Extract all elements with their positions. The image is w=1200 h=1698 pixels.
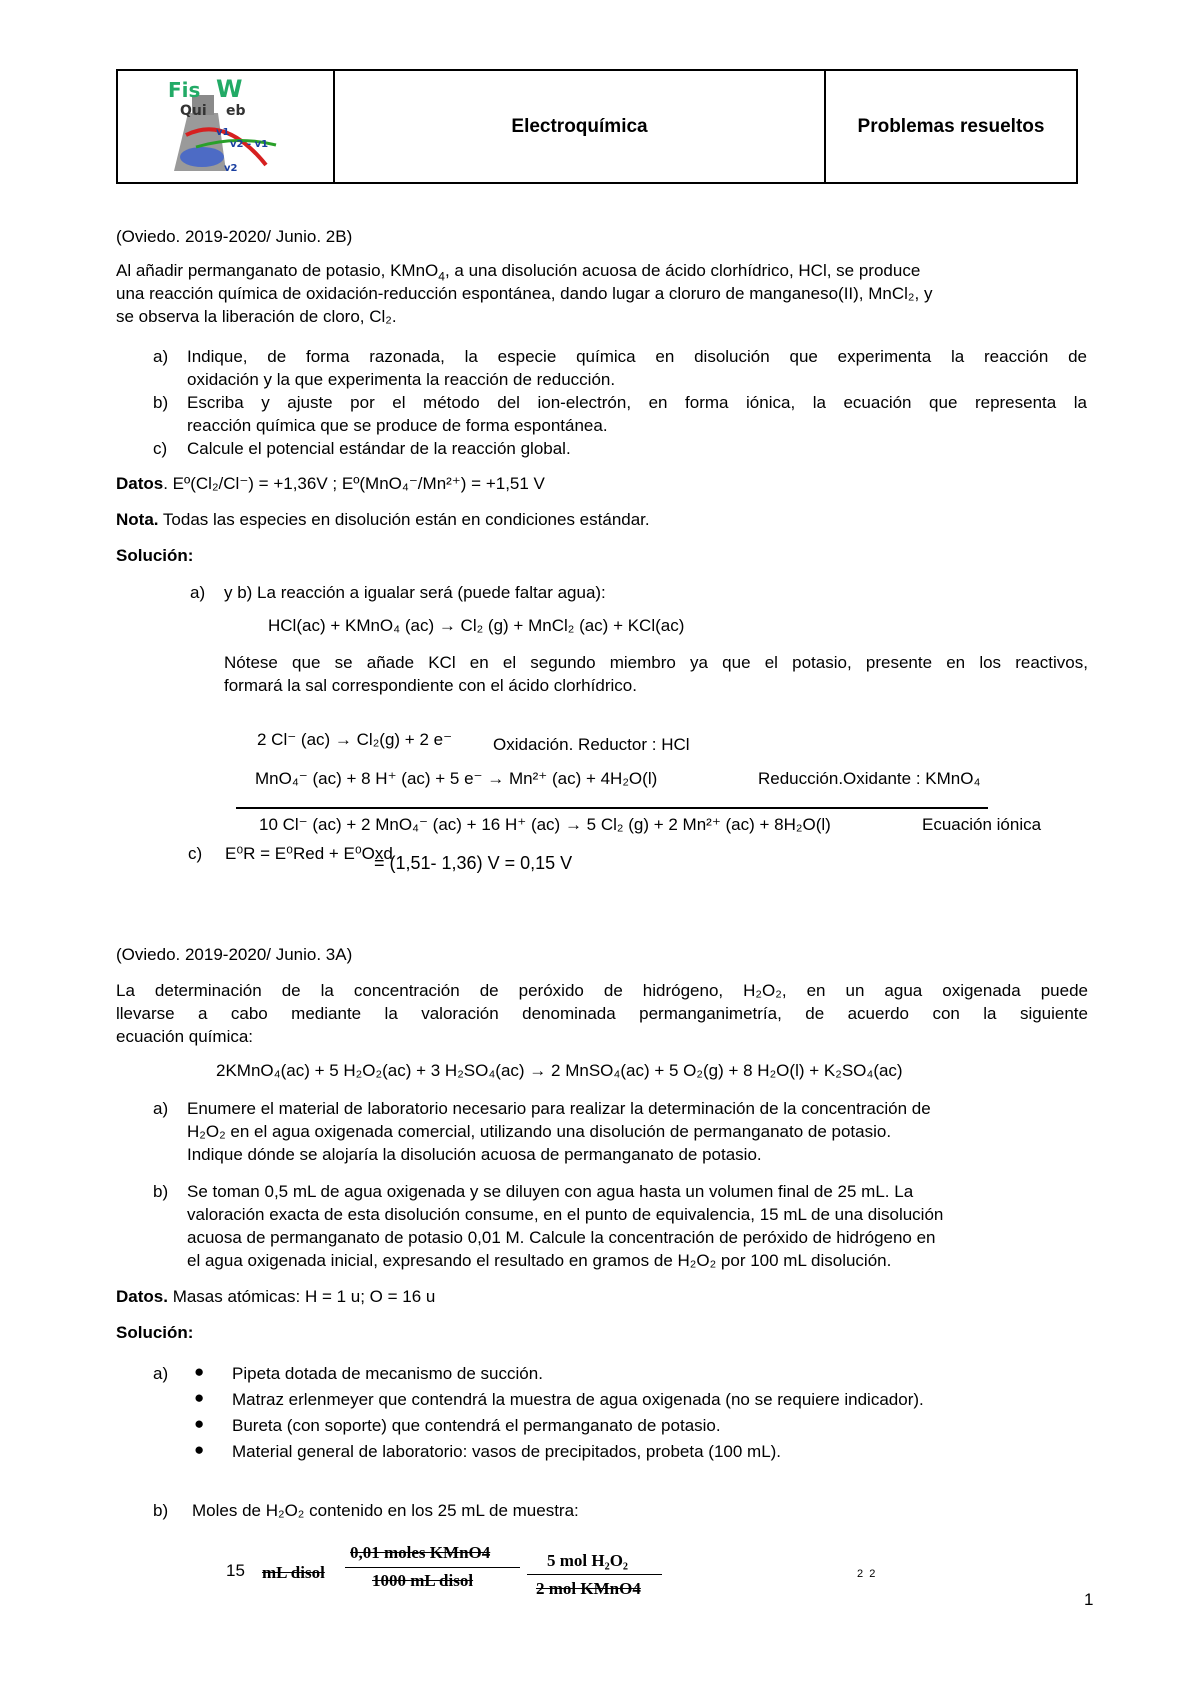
question-text: Escriba y ajuste por el método del ion-electrón, en forma iónica, la ecuación que representa la [187, 393, 1087, 412]
question-letter: b) [153, 393, 169, 412]
question-text: Indique dónde se alojaría la disolución acuosa de permanganato de potasio. [187, 1145, 762, 1164]
bullet: ● [194, 1362, 205, 1381]
reaction-equation: HCl(ac) + KMnO₄ (ac) → Cl₂ (g) + MnCl₂ (ac) + KCl(ac) [268, 616, 685, 635]
solution-letter: a) [190, 583, 206, 602]
bullet: ● [194, 1388, 205, 1407]
solution-letter: a) [153, 1364, 169, 1383]
problem1-intro-line3: se observa la liberación de cloro, Cl₂. [116, 307, 397, 326]
question-text: acuosa de permanganato de potasio 0,01 M. Calcule la concentración de peróxido de hidrógeno en [187, 1228, 936, 1247]
calc-tail: 2 2 [857, 1568, 876, 1580]
question-text: valoración exacta de esta disolución consume, en el punto de equivalencia, 15 mL de una disolución [187, 1205, 944, 1224]
svg-text:Qui: Qui [179, 102, 207, 119]
reaction-note: Nótese que se añade KCl en el segundo miembro ya que el potasio, presente en los reactivos, [224, 653, 1088, 672]
fisquiweb-logo [166, 75, 286, 179]
solution-b-text: Moles de H₂O₂ contenido en los 25 mL de muestra: [192, 1501, 579, 1520]
problem1-intro-line1: Al añadir permanganato de potasio, KMnO$_4$, a una disolución acuosa de ácido clorhídrico, HCl, se produce [116, 261, 921, 284]
half-reaction-reduction-label: Reducción.Oxidante : KMnO₄ [758, 769, 981, 788]
problem1-intro-line2: una reacción química de oxidación-reducción espontánea, dando lugar a cloruro de manganeso(II), MnCl₂, y [116, 284, 933, 303]
solution-letter: c) [188, 844, 203, 863]
ionic-equation: 10 Cl⁻ (ac) + 2 MnO₄⁻ (ac) + 16 H⁺ (ac) → 5 Cl₂ (g) + 2 Mn²⁺ (ac) + 8H₂O(l) [259, 815, 831, 834]
logo-label-v2-v1: v2 - v1 [229, 138, 268, 150]
calc-unit: mL disol [262, 1563, 325, 1582]
calc-factor1-numerator: 0,01 moles KMnO4 [350, 1543, 491, 1562]
question-letter: a) [153, 1099, 169, 1118]
bullet: ● [194, 1440, 205, 1459]
sum-line [236, 807, 988, 809]
logo-label-v1: v1 [215, 126, 229, 138]
problem2-intro-line2: llevarse a cabo mediante la valoración denominada permanganimetría, de acuerdo con la siguiente [116, 1004, 1088, 1023]
question-text: Enumere el material de laboratorio necesario para realizar la determinación de la concentración de [187, 1099, 931, 1118]
question-text: reacción química que se produce de forma espontánea. [187, 416, 608, 435]
question-text: el agua oxigenada inicial, expresando el resultado en gramos de H₂O₂ por 100 mL disolución. [187, 1251, 892, 1270]
calc-factor1-denominator: 1000 mL disol [372, 1571, 474, 1590]
svg-text:W: W [215, 74, 242, 103]
problem2-intro-line1: La determinación de la concentración de peróxido de hidrógeno, H₂O₂, en un agua oxigenada puede [116, 981, 1088, 1000]
reaction-note: formará la sal correspondiente con el ácido clorhídrico. [224, 676, 637, 695]
problem2-datos: Datos. Masas atómicas: H = 1 u; O = 16 u [116, 1287, 436, 1306]
list-item: Material general de laboratorio: vasos de precipitados, probeta (100 mL). [232, 1442, 782, 1461]
question-letter: c) [153, 439, 168, 458]
half-reaction-oxidation: 2 Cl⁻ (ac) → Cl₂(g) + 2 e⁻ [257, 730, 453, 749]
potential-result: = (1,51- 1,36) V = 0,15 V [374, 853, 573, 873]
header-title: Electroquímica [335, 71, 826, 182]
page-number: 1 [1084, 1590, 1094, 1609]
list-item: Bureta (con soporte) que contendrá el permanganato de potasio. [232, 1416, 721, 1435]
svg-text:eb: eb [225, 102, 246, 119]
question-text: Calcule el potencial estándar de la reacción global. [187, 439, 571, 458]
half-reaction-oxidation-label: Oxidación. Reductor : HCl [493, 735, 690, 754]
solution-a-text: y b) La reacción a igualar será (puede faltar agua): [224, 583, 606, 602]
logo-label-v2: v2 [223, 162, 237, 174]
logo-text: Fis [167, 77, 200, 102]
header-subtitle: Problemas resueltos [857, 115, 1045, 137]
problem2-intro-line3: ecuación química: [116, 1027, 254, 1046]
titration-equation: 2KMnO₄(ac) + 5 H₂O₂(ac) + 3 H₂SO₄(ac) → 2 MnSO₄(ac) + 5 O₂(g) + 8 H₂O(l) + K₂SO₄(ac) [216, 1061, 903, 1080]
calc-factor2-numerator: 5 mol H₂O₂ [547, 1551, 629, 1570]
bullet: ● [194, 1414, 205, 1433]
problem1-nota: Nota. Todas las especies en disolución están en condiciones estándar. [116, 510, 650, 529]
header-table [116, 69, 1078, 184]
problem2-source: (Oviedo. 2019-2020/ Junio. 3A) [116, 945, 353, 964]
solution-letter: b) [153, 1501, 169, 1520]
question-text: H₂O₂ en el agua oxigenada comercial, utilizando una disolución de permanganato de potasio. [187, 1122, 892, 1141]
ionic-equation-label: Ecuación iónica [922, 815, 1042, 834]
list-item: Pipeta dotada de mecanismo de succión. [232, 1364, 543, 1383]
fraction-bar [527, 1574, 662, 1575]
problem2-solucion-heading: Solución: [116, 1323, 194, 1342]
problem1-solucion-heading: Solución: [116, 546, 194, 565]
calc-factor2-denominator: 2 mol KMnO4 [536, 1579, 641, 1598]
logo-cell [118, 71, 335, 182]
potential-formula: E⁰R = E⁰Red + E⁰Oxd [225, 844, 393, 863]
half-reaction-reduction: MnO₄⁻ (ac) + 8 H⁺ (ac) + 5 e⁻ → Mn²⁺ (ac) + 4H₂O(l) [255, 769, 658, 788]
problem1-datos: Datos. Eº(Cl₂/Cl⁻) = +1,36V ; Eº(MnO₄⁻/Mn²⁺) = +1,51 V [116, 474, 545, 493]
question-text: Se toman 0,5 mL de agua oxigenada y se diluyen con agua hasta un volumen final de 25 mL. La [187, 1182, 914, 1201]
question-text: Indique, de forma razonada, la especie química en disolución que experimenta la reacción de [187, 347, 1087, 366]
fraction-bar [345, 1567, 520, 1568]
question-letter: b) [153, 1182, 169, 1201]
question-letter: a) [153, 347, 169, 366]
calc-quantity: 15 [226, 1561, 245, 1580]
list-item: Matraz erlenmeyer que contendrá la muestra de agua oxigenada (no se requiere indicador). [232, 1390, 924, 1409]
question-text: oxidación y la que experimenta la reacción de reducción. [187, 370, 616, 389]
problem1-source: (Oviedo. 2019-2020/ Junio. 2B) [116, 227, 353, 246]
